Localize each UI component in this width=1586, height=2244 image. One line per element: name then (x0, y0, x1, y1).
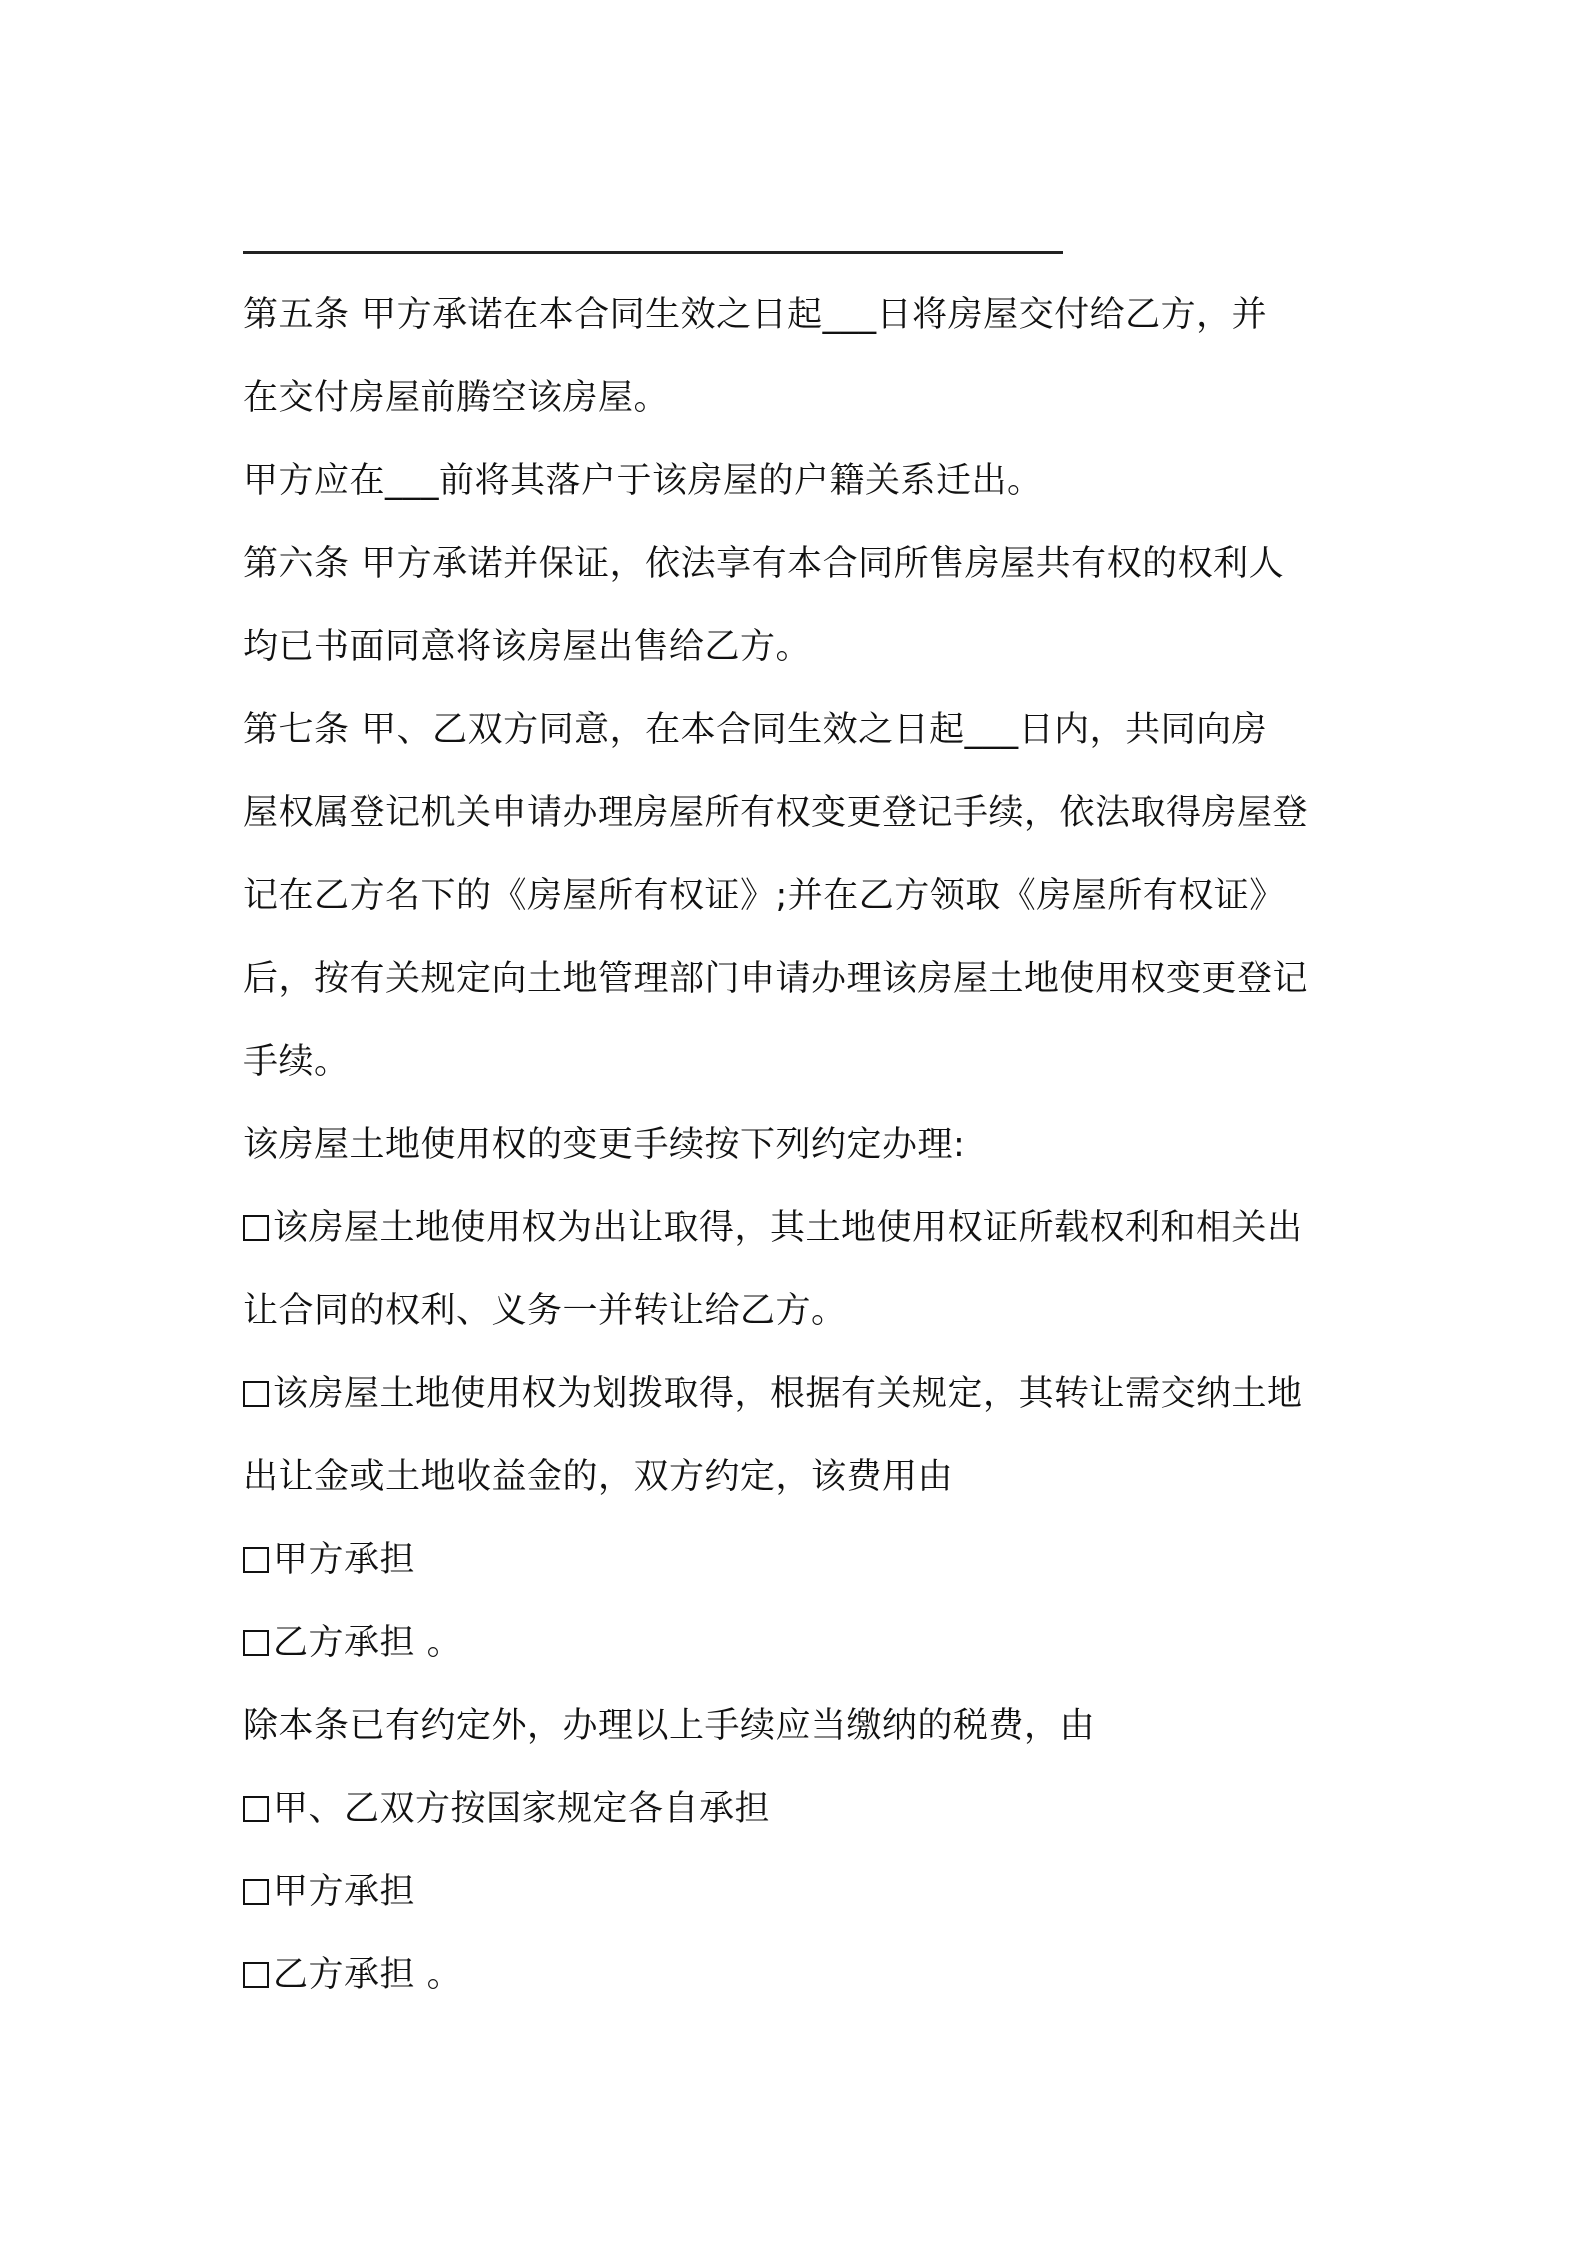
checkbox-square[interactable] (243, 1215, 269, 1241)
checkbox-option[interactable] (243, 1613, 462, 1673)
option-text: 该房屋土地使用权为出让取得，其土地使用权证所载权利和相关出 (273, 1208, 1303, 1248)
text-line: 第七条 甲、乙双方同意，在本合同生效之日起___日内，共同向房 (243, 710, 1268, 750)
checkbox-square[interactable] (243, 1962, 269, 1988)
text-line: 记在乙方名下的《房屋所有权证》;并在乙方领取《房屋所有权证》 (243, 876, 1285, 916)
checkbox-option[interactable] (243, 1945, 462, 2005)
checkbox-option[interactable] (243, 1364, 1303, 1424)
option-text: 甲方承担 (273, 1540, 416, 1580)
text-line: 除本条已有约定外，办理以上手续应当缴纳的税费，由 (243, 1706, 1096, 1746)
checkbox-square[interactable] (243, 1381, 269, 1407)
text-line: 该房屋土地使用权的变更手续按下列约定办理: (243, 1125, 966, 1165)
text-line: 手续。 (243, 1042, 350, 1082)
text-line: 均已书面同意将该房屋出售给乙方。 (243, 627, 812, 667)
text-line: 在交付房屋前腾空该房屋。 (243, 378, 670, 418)
option-text: 甲、乙双方按国家规定各自承担 (273, 1789, 771, 1829)
checkbox-option[interactable] (243, 1862, 415, 1922)
checkbox-square[interactable] (243, 1796, 269, 1822)
text-line: 第六条 甲方承诺并保证，依法享有本合同所售房屋共有权的权利人 (243, 544, 1285, 584)
text-line: 甲方应在___前将其落户于该房屋的户籍关系迁出。 (243, 461, 1043, 501)
checkbox-option[interactable] (243, 1530, 415, 1590)
text-line: 第五条 甲方承诺在本合同生效之日起___日将房屋交付给乙方，并 (243, 295, 1268, 335)
top-underline-rule (243, 251, 1063, 254)
checkbox-option[interactable] (243, 1198, 1303, 1258)
checkbox-option[interactable] (243, 1779, 770, 1839)
text-line: 出让金或土地收益金的，双方约定，该费用由 (243, 1457, 954, 1497)
checkbox-square[interactable] (243, 1879, 269, 1905)
text-line: 后，按有关规定向土地管理部门申请办理该房屋土地使用权变更登记 (243, 959, 1309, 999)
text-line: 屋权属登记机关申请办理房屋所有权变更登记手续，依法取得房屋登 (243, 793, 1309, 833)
checkbox-square[interactable] (243, 1547, 269, 1573)
checkbox-square[interactable] (243, 1630, 269, 1656)
option-text: 乙方承担 。 (273, 1623, 463, 1663)
option-text: 甲方承担 (273, 1872, 416, 1912)
text-line: 让合同的权利、义务一并转让给乙方。 (243, 1291, 847, 1331)
option-text: 该房屋土地使用权为划拨取得，根据有关规定，其转让需交纳土地 (273, 1374, 1303, 1414)
option-text: 乙方承担 。 (273, 1955, 463, 1995)
